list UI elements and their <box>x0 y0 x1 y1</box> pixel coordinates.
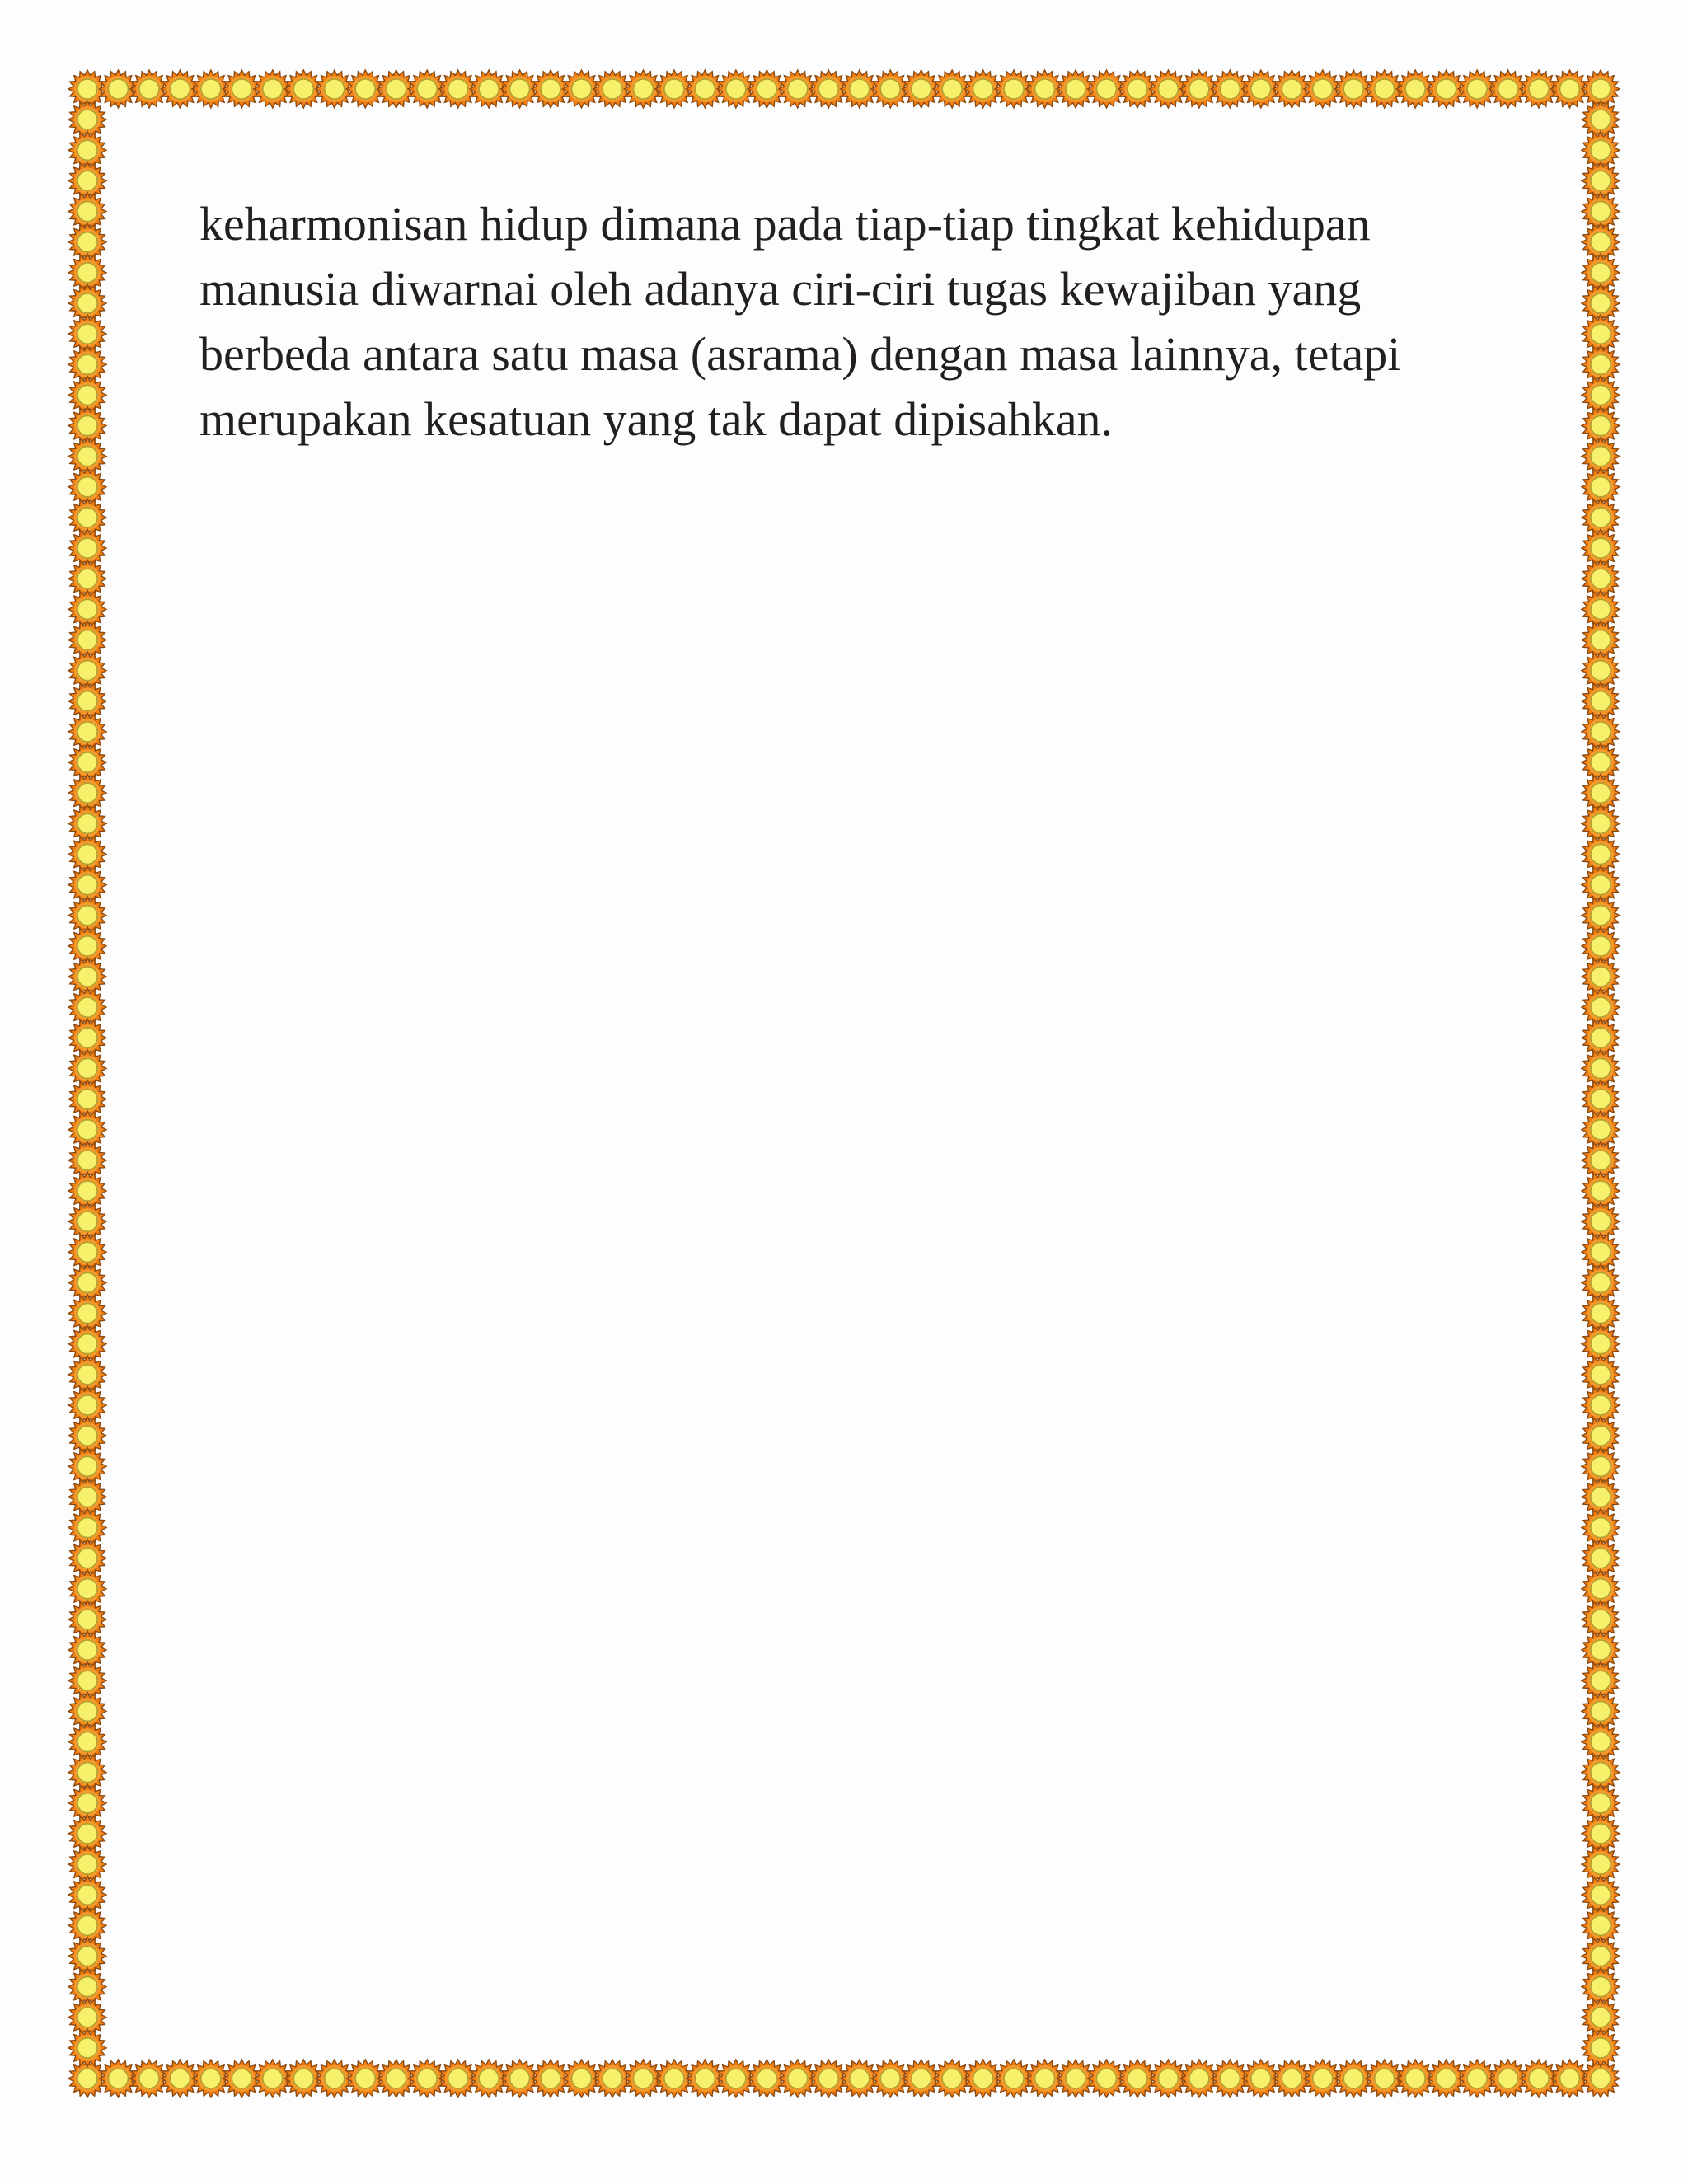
sun-icon <box>1582 2029 1620 2067</box>
body-paragraph <box>199 191 1485 452</box>
paragraph-line: keharmonisan hidup dimana pada tiap-tiap tingkat kehidupan <box>199 197 1371 251</box>
paragraph-line: manusia diwarnai oleh adanya ciri-ciri tugas kewajiban yang <box>199 262 1362 316</box>
sun-icon <box>68 2029 106 2067</box>
paragraph-line: berbeda antara satu masa (asrama) dengan masa lainnya, tetapi <box>199 327 1401 381</box>
paragraph-line: merupakan kesatuan yang tak dapat dipisahkan. <box>199 392 1114 446</box>
